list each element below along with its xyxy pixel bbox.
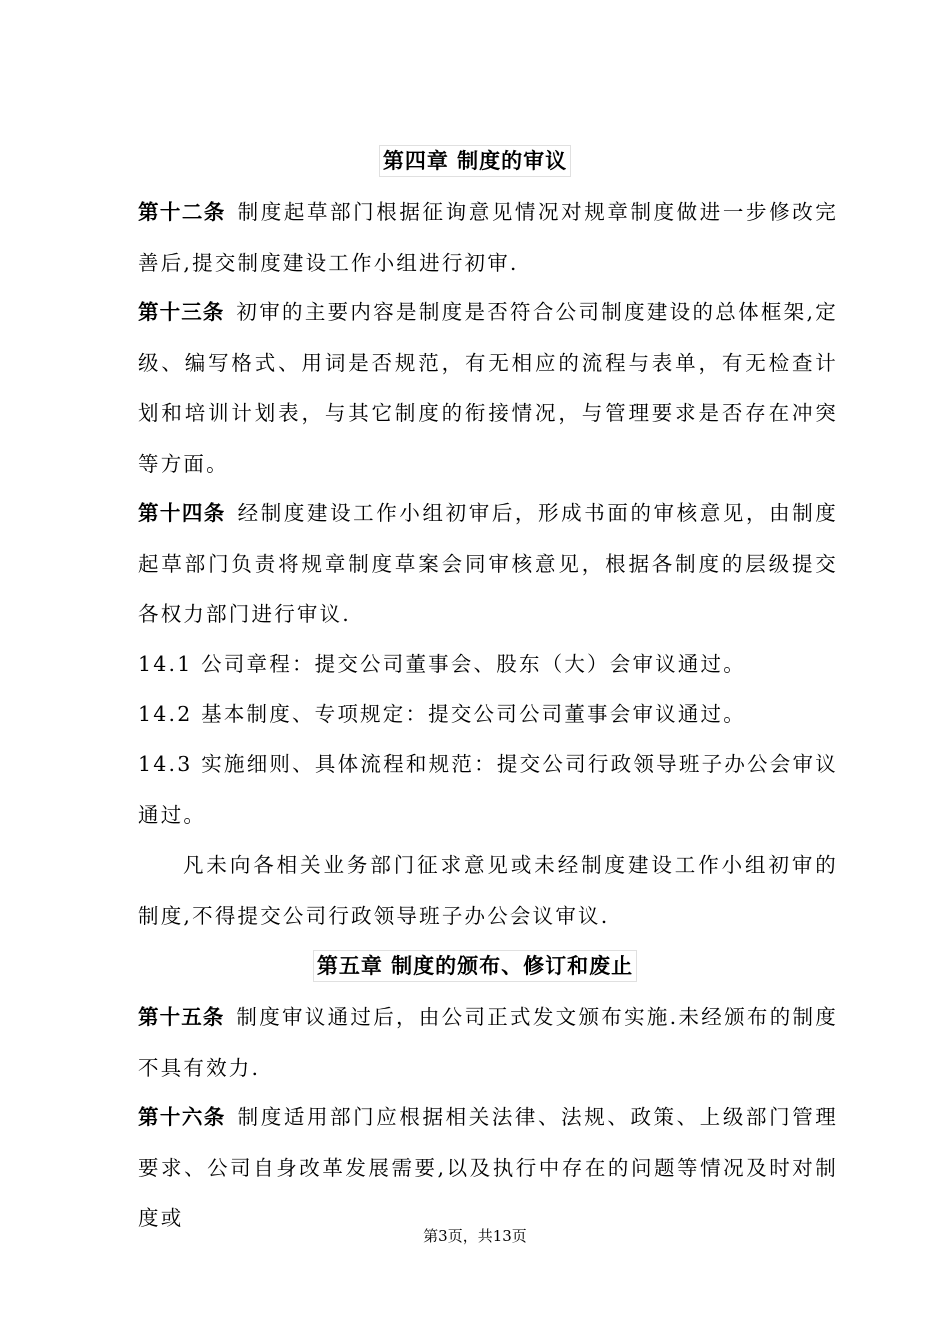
chapter-4-note: 凡未向各相关业务部门征求意见或未经制度建设工作小组初审的制度,不得提交公司行政领导班子办公会议审议.	[138, 853, 838, 928]
chapter-5-heading-wrap	[0, 950, 950, 982]
item-14-1: 14.1 公司章程：提交公司董事会、股东（大）会审议通过。	[138, 652, 746, 676]
chapter-5-heading: 第五章 制度的颁布、修订和废止	[313, 950, 637, 982]
item-14-2: 14.2 基本制度、专项规定：提交公司公司董事会审议通过。	[138, 702, 746, 726]
article-13-label: 第十三条	[138, 300, 225, 324]
article-14-text: 经制度建设工作小组初审后，形成书面的审核意见，由制度起草部门负责将规章制度草案会同审核意见，根据各制度的层级提交各权力部门进行审议.	[138, 501, 839, 626]
chapter-4-heading-wrap	[0, 145, 950, 177]
article-16-label: 第十六条	[138, 1105, 226, 1129]
article-15-label: 第十五条	[138, 1005, 225, 1029]
item-14-3: 14.3 实施细则、具体流程和规范：提交公司行政领导班子办公会审议通过。	[138, 752, 838, 827]
article-13	[138, 287, 838, 489]
article-15-text: 制度审议通过后，由公司正式发文颁布实施.未经颁布的制度不具有效力.	[138, 1005, 839, 1080]
article-14-label: 第十四条	[138, 501, 226, 525]
article-12-text: 制度起草部门根据征询意见情况对规章制度做进一步修改完善后,提交制度建设工作小组进行初审.	[138, 200, 839, 275]
article-12-label: 第十二条	[138, 200, 226, 224]
article-16	[138, 1092, 838, 1244]
page-number-footer: 第3页，共13页	[423, 1227, 527, 1245]
article-14	[138, 488, 838, 640]
chapter-4-heading: 第四章 制度的审议	[379, 145, 571, 177]
article-15	[138, 992, 838, 1093]
article-12	[138, 187, 838, 288]
article-13-text: 初审的主要内容是制度是否符合公司制度建设的总体框架,定级、编写格式、用词是否规范，有无相应的流程与表单，有无检查计划和培训计划表，与其它制度的衔接情况，与管理要求是否存在冲突等方面。	[138, 300, 839, 476]
article-16-text: 制度适用部门应根据相关法律、法规、政策、上级部门管理要求、公司自身改革发展需要,以及执行中存在的问题等情况及时对制度或	[138, 1105, 839, 1230]
